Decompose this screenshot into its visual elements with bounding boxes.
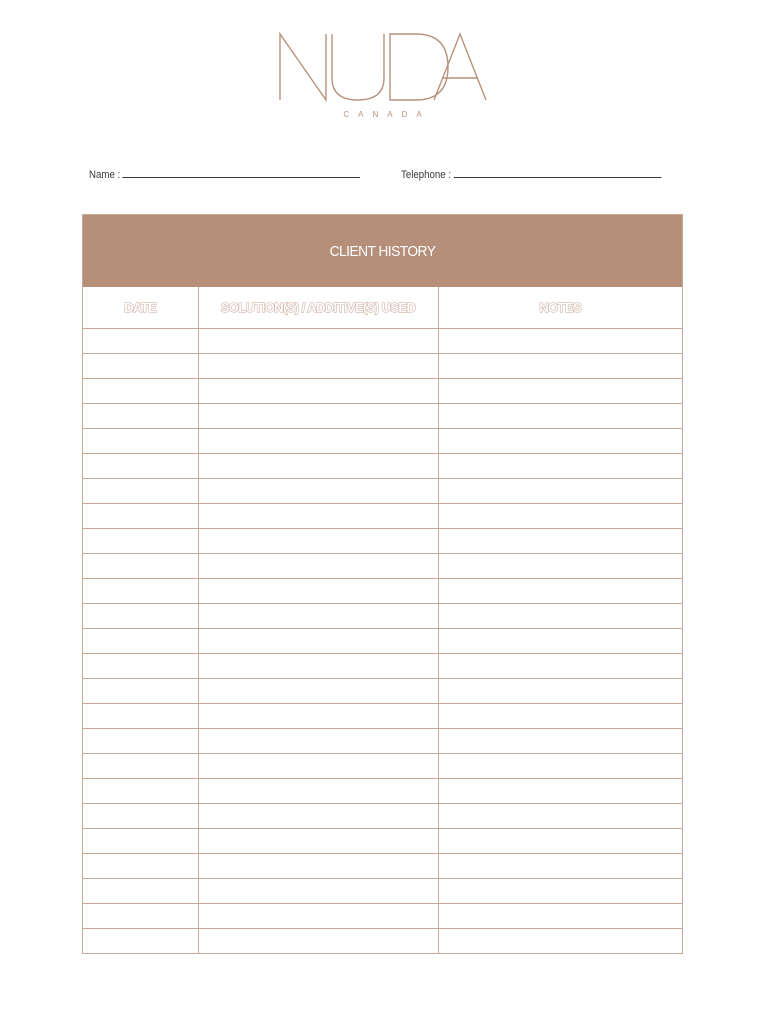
table-row [83,604,682,629]
notes-cell[interactable] [438,704,682,729]
notes-cell[interactable] [438,354,682,379]
notes-cell[interactable] [438,854,682,879]
notes-cell[interactable] [438,454,682,479]
date-cell[interactable] [83,329,198,354]
table-row [83,904,682,929]
table-row [83,554,682,579]
notes-cell[interactable] [438,554,682,579]
name-field [89,168,360,181]
date-cell[interactable] [83,579,198,604]
date-cell[interactable] [83,479,198,504]
solution-cell[interactable] [198,804,438,829]
solution-cell[interactable] [198,354,438,379]
table-row [83,329,682,354]
solution-cell[interactable] [198,629,438,654]
column-header-notes: NOTES [438,287,682,329]
table-title: CLIENT HISTORY [329,242,436,260]
solution-cell[interactable] [198,529,438,554]
date-cell[interactable] [83,704,198,729]
date-cell[interactable] [83,504,198,529]
notes-cell[interactable] [438,404,682,429]
solution-cell[interactable] [198,604,438,629]
notes-cell[interactable] [438,479,682,504]
solution-cell[interactable] [198,429,438,454]
telephone-field [401,168,661,181]
table-row [83,779,682,804]
date-cell[interactable] [83,454,198,479]
table-row [83,679,682,704]
notes-cell[interactable] [438,429,682,454]
solution-cell[interactable] [198,904,438,929]
date-cell[interactable] [83,604,198,629]
table-row [83,654,682,679]
solution-cell[interactable] [198,329,438,354]
notes-cell[interactable] [438,529,682,554]
notes-cell[interactable] [438,504,682,529]
date-cell[interactable] [83,529,198,554]
date-cell[interactable] [83,429,198,454]
table-row [83,404,682,429]
date-cell[interactable] [83,354,198,379]
solution-cell[interactable] [198,504,438,529]
table-row [83,929,682,954]
table-row [83,879,682,904]
solution-cell[interactable] [198,754,438,779]
date-cell[interactable] [83,754,198,779]
solution-cell[interactable] [198,929,438,954]
notes-cell[interactable] [438,629,682,654]
table-row [83,529,682,554]
date-cell[interactable] [83,804,198,829]
telephone-label: Telephone : [401,169,452,181]
notes-cell[interactable] [438,654,682,679]
date-cell[interactable] [83,779,198,804]
logo-subtitle: CANADA [343,110,431,119]
solution-cell[interactable] [198,879,438,904]
date-cell[interactable] [83,629,198,654]
date-cell[interactable] [83,854,198,879]
nuda-logo [276,30,490,102]
notes-cell[interactable] [438,379,682,404]
solution-cell[interactable] [198,679,438,704]
table-row [83,854,682,879]
date-cell[interactable] [83,379,198,404]
history-grid [83,287,682,953]
notes-cell[interactable] [438,579,682,604]
solution-cell[interactable] [198,454,438,479]
table-row [83,754,682,779]
solution-cell[interactable] [198,554,438,579]
solution-cell[interactable] [198,854,438,879]
table-row [83,379,682,404]
name-label: Name : [89,169,121,181]
table-title-banner [83,215,682,287]
notes-cell[interactable] [438,729,682,754]
solution-cell[interactable] [198,479,438,504]
solution-cell[interactable] [198,579,438,604]
column-header-date: DATE [83,287,198,329]
table-row [83,804,682,829]
date-cell[interactable] [83,679,198,704]
solution-cell[interactable] [198,829,438,854]
table-row [83,429,682,454]
table-row [83,729,682,754]
solution-cell[interactable] [198,404,438,429]
table-row [83,704,682,729]
notes-cell[interactable] [438,679,682,704]
table-row [83,454,682,479]
notes-cell[interactable] [438,929,682,954]
notes-cell[interactable] [438,904,682,929]
notes-cell[interactable] [438,604,682,629]
date-cell[interactable] [83,404,198,429]
table-row [83,504,682,529]
solution-cell[interactable] [198,654,438,679]
notes-cell[interactable] [438,329,682,354]
solution-cell[interactable] [198,729,438,754]
table-row [83,629,682,654]
date-cell[interactable] [83,904,198,929]
name-write-line[interactable] [123,168,361,178]
table-row [83,829,682,854]
date-cell[interactable] [83,929,198,954]
nuda-logo-graphic [276,30,490,102]
date-cell[interactable] [83,829,198,854]
notes-cell[interactable] [438,829,682,854]
table-row [83,479,682,504]
date-cell[interactable] [83,729,198,754]
header-row [83,287,682,329]
date-cell[interactable] [83,879,198,904]
notes-cell[interactable] [438,754,682,779]
client-history-table [82,214,683,954]
table-row [83,354,682,379]
telephone-write-line[interactable] [454,168,662,178]
notes-cell[interactable] [438,804,682,829]
solution-cell[interactable] [198,379,438,404]
solution-cell[interactable] [198,704,438,729]
table-row [83,579,682,604]
notes-cell[interactable] [438,779,682,804]
solution-cell[interactable] [198,779,438,804]
date-cell[interactable] [83,654,198,679]
column-header-solutions: SOLUTION(S) / ADDITIVE(S) USED [198,287,438,329]
date-cell[interactable] [83,554,198,579]
notes-cell[interactable] [438,879,682,904]
